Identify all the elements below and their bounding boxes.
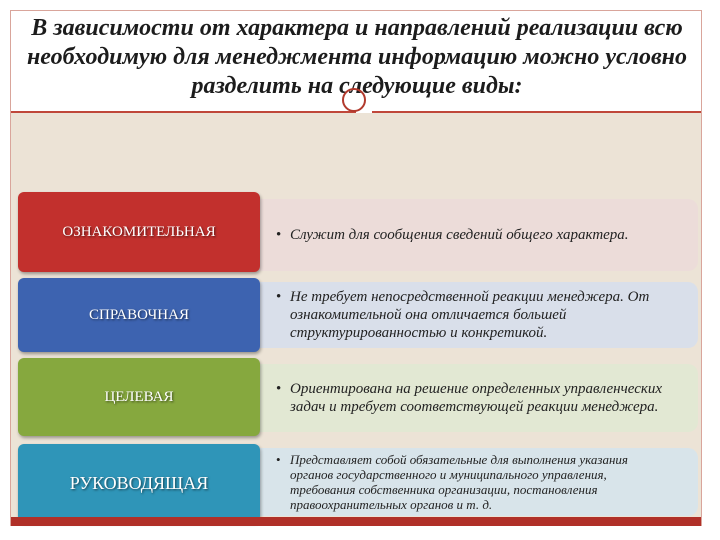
divider-ring-ornament [342,88,366,112]
bottom-accent-bar [11,517,701,526]
category-box-target [18,358,260,436]
description-box-directive [250,448,698,516]
category-label-reference: СПРАВОЧНАЯ [89,306,189,323]
category-label-informational: ОЗНАКОМИТЕЛЬНАЯ [62,223,216,240]
description-box-target [250,364,698,432]
description-box-informational [250,199,698,271]
description-directive: • Представляет собой обязательные для выполнения указания органов государственного и муниципального управления, требования собственника организации, постановления правоохранительных органов и т. д. [290,452,670,512]
description-informational: • Служит для сообщения сведений общего характера. [290,226,629,244]
description-box-reference [250,282,698,348]
category-box-directive [18,444,260,522]
category-box-informational [18,192,260,272]
description-reference: • Не требует непосредственной реакции менеджера. От ознакомительной она отличается большей структурированностью и конкретикой. [290,288,670,342]
description-target: • Ориентирована на решение определенных управленческих задач и требует соответствующей реакции менеджера. [290,380,670,416]
title-divider-left [11,111,356,113]
slide-title: В зависимости от характера и направлений реализации всю необходимую для менеджмента информацию можно условно разделить на следующие виды: [26,15,687,99]
category-label-directive: РУКОВОДЯЩАЯ [69,472,209,493]
category-label-target: ЦЕЛЕВАЯ [104,388,174,405]
title-divider-right [372,111,701,113]
category-box-reference [18,278,260,352]
